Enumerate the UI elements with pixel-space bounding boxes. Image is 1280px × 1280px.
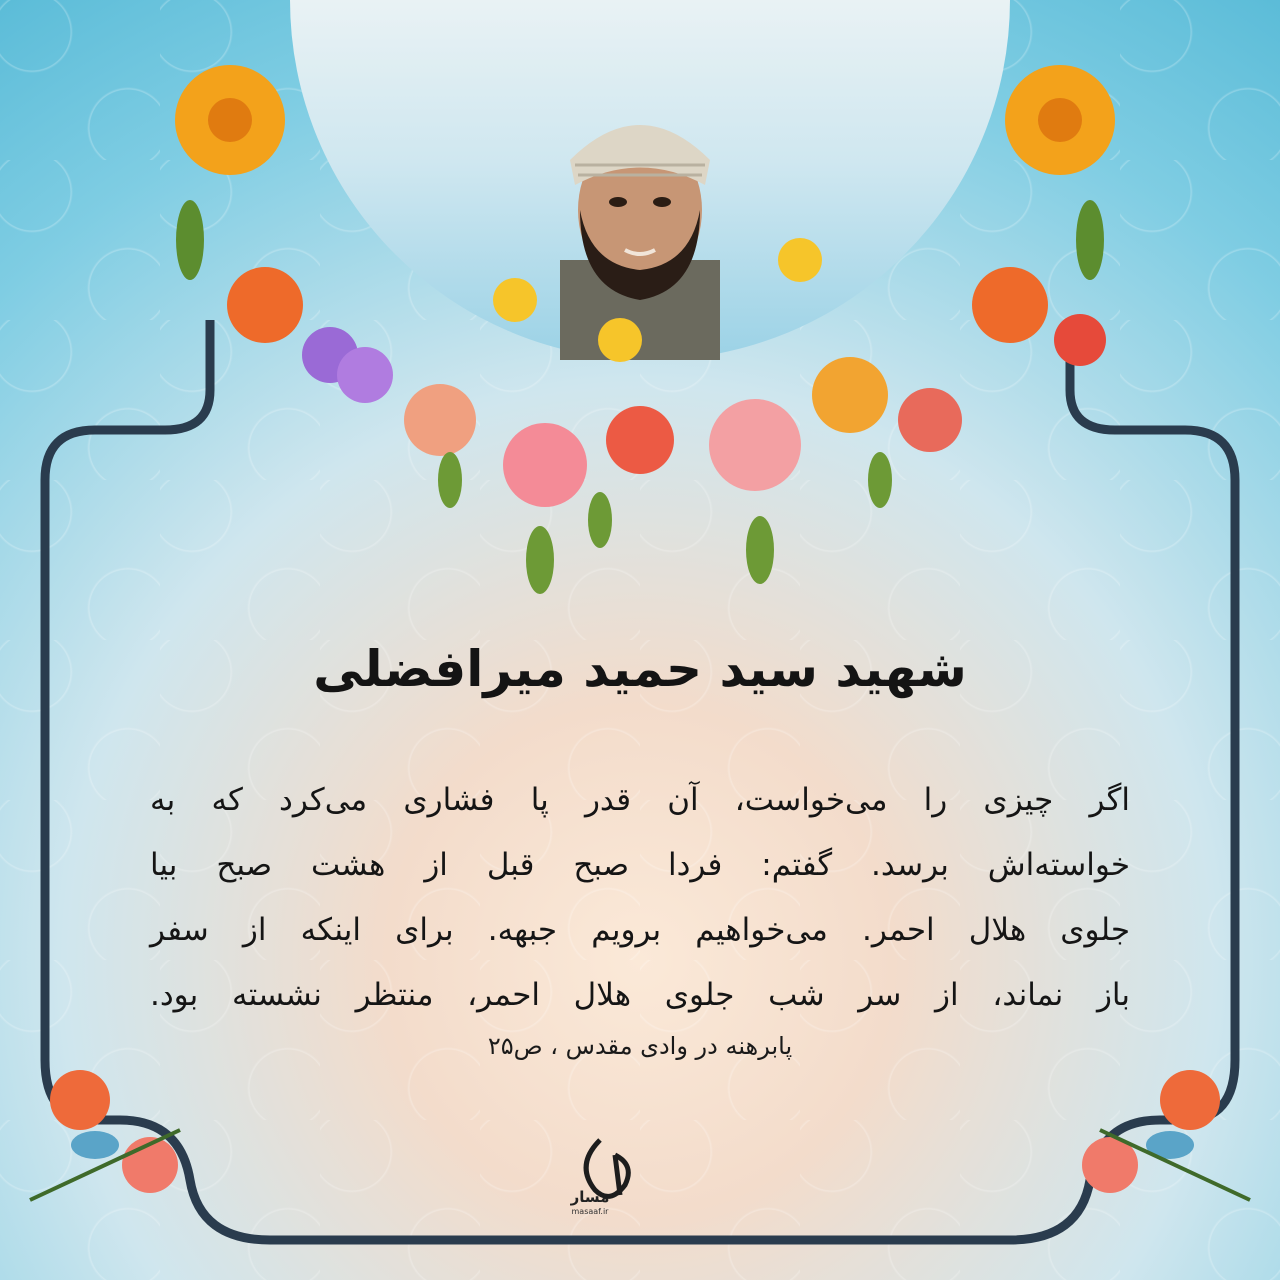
flower-bottom-left <box>30 1070 180 1200</box>
source-citation: پابرهنه در وادی مقدس ، ص۲۵ <box>487 1032 793 1060</box>
martyr-name-title: شهید سید حمید میرافضلی <box>313 640 967 698</box>
logo-name: مسار <box>570 1188 610 1206</box>
memoir-text <box>150 768 1130 1028</box>
flower-top-right <box>972 65 1115 366</box>
memoir-line: باز نماند، از سر شب جلوی هلال احمر، منتظر نشسته بود. <box>150 977 1130 1013</box>
memoir-line: خواسته‌اش برسد. گفتم: فردا صبح قبل از هشت صبح بیا <box>150 847 1130 883</box>
memoir-line: اگر چیزی را می‌خواست، آن قدر پا فشاری می‌کرد که به <box>150 782 1130 818</box>
logo-url[interactable]: masaaf.ir <box>571 1207 609 1216</box>
flower-garland-center <box>337 238 962 594</box>
flower-top-left <box>175 65 358 383</box>
flower-bottom-right <box>1082 1070 1250 1200</box>
memoir-line: جلوی هلال احمر. می‌خواهیم برویم جبهه. برای اینکه از سفر <box>150 912 1130 948</box>
